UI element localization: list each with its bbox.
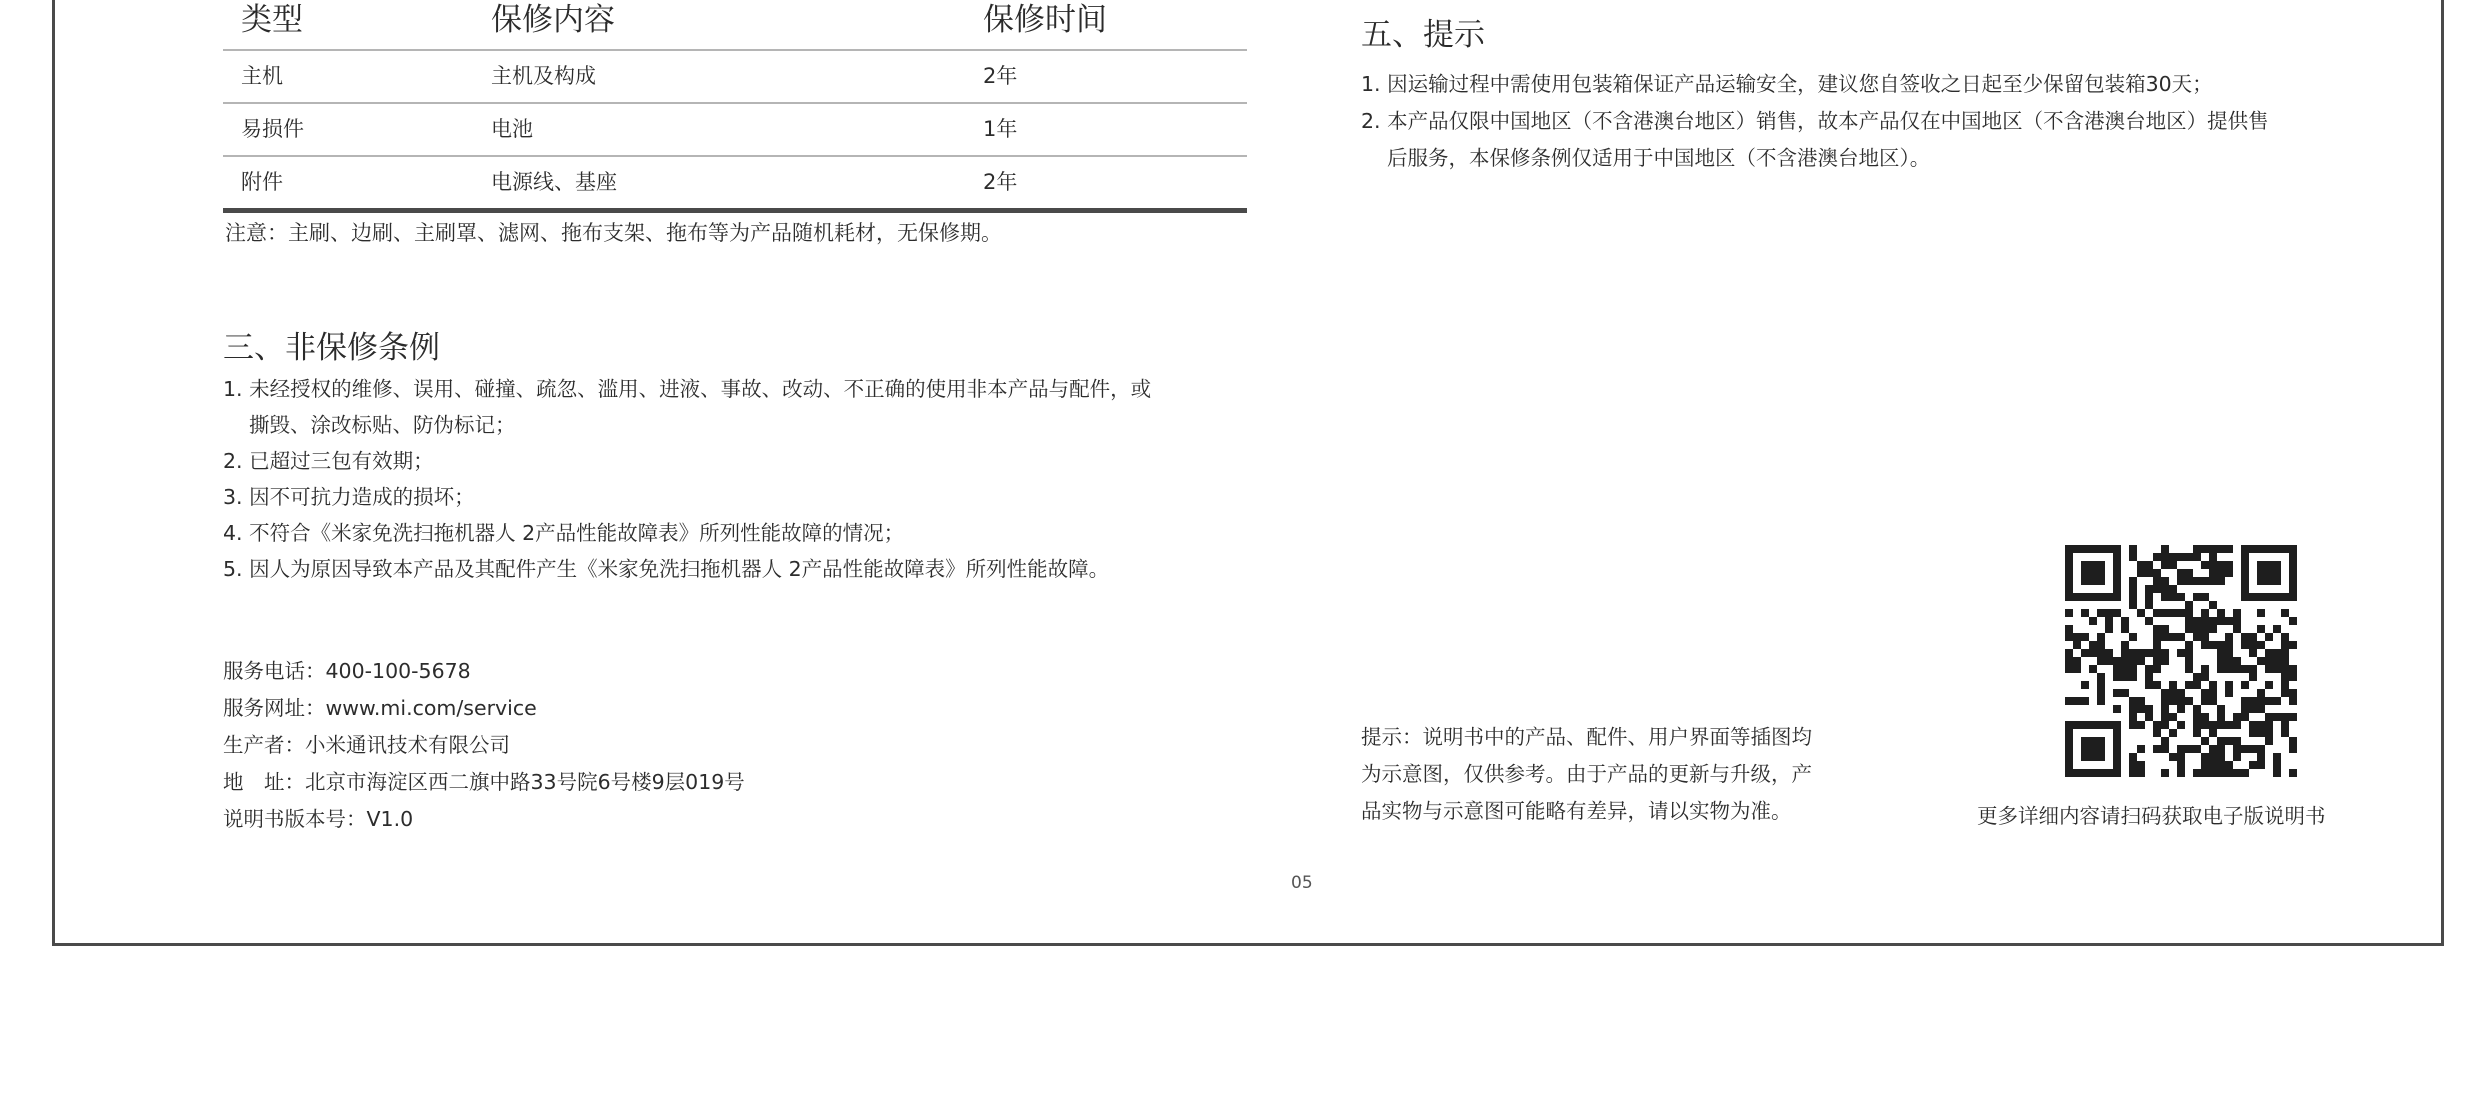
tip-line: 为示意图，仅供参考。由于产品的更新与升级，产 bbox=[1361, 762, 1812, 786]
list-item: 后服务，本保修条例仅适用于中国地区（不含港澳台地区）。 bbox=[1387, 146, 1931, 170]
table-row bbox=[223, 104, 1247, 157]
row-period: 2年 bbox=[983, 64, 1018, 88]
row-type: 主机 bbox=[241, 64, 283, 88]
section-title: 五、提示 bbox=[1361, 17, 1485, 53]
qr-caption: 更多详细内容请扫码获取电子版说明书 bbox=[1977, 804, 2326, 828]
warranty-table bbox=[223, 0, 1247, 213]
address: 地 址：北京市海淀区西二旗中路33号院6号楼9层019号 bbox=[223, 770, 745, 794]
row-period: 2年 bbox=[983, 170, 1018, 194]
table-row bbox=[223, 157, 1247, 213]
manual-version: 说明书版本号：V1.0 bbox=[223, 807, 414, 831]
service-website: 服务网址：www.mi.com/service bbox=[223, 696, 537, 720]
list-item: 1. 未经授权的维修、误用、碰撞、疏忽、滥用、进液、事故、改动、不正确的使用非本产品与配件，或 bbox=[223, 377, 1152, 401]
manufacturer: 生产者：小米通讯技术有限公司 bbox=[223, 733, 510, 757]
table-header bbox=[223, 0, 1247, 51]
list-item: 2. 本产品仅限中国地区（不含港澳台地区）销售，故本产品仅在中国地区（不含港澳台地区）提供售 bbox=[1361, 109, 2269, 133]
page-number: 05 bbox=[1291, 873, 1313, 893]
non-warranty-section bbox=[223, 322, 1263, 587]
header-type: 类型 bbox=[241, 2, 303, 38]
row-content: 主机及构成 bbox=[491, 64, 596, 88]
consumables-note: 注意：主刷、边刷、主刷罩、滤网、拖布支架、拖布等为产品随机耗材，无保修期。 bbox=[225, 221, 1002, 245]
tips-section bbox=[1361, 9, 2421, 177]
service-phone: 服务电话：400-100-5678 bbox=[223, 659, 471, 683]
tip-line: 品实物与示意图可能略有差异，请以实物为准。 bbox=[1361, 799, 1792, 823]
list-item: 撕毁、涂改标贴、防伪标记； bbox=[249, 413, 516, 437]
section-title: 三、非保修条例 bbox=[223, 330, 440, 366]
row-content: 电源线、基座 bbox=[491, 170, 617, 194]
header-period: 保修时间 bbox=[983, 2, 1107, 38]
manual-page bbox=[52, 0, 2444, 946]
qr-finder-pattern bbox=[2069, 549, 2117, 597]
list-item: 5. 因人为原因导致本产品及其配件产生《米家免洗扫拖机器人 2产品性能故障表》所列性能故障。 bbox=[223, 557, 1110, 581]
header-content: 保修内容 bbox=[491, 2, 615, 38]
list-item: 1. 因运输过程中需使用包装箱保证产品运输安全，建议您自签收之日起至少保留包装箱30天； bbox=[1361, 72, 2213, 96]
row-period: 1年 bbox=[983, 117, 1018, 141]
list-item: 4. 不符合《米家免洗扫拖机器人 2产品性能故障表》所列性能故障的情况； bbox=[223, 521, 905, 545]
qr-finder-pattern bbox=[2069, 725, 2117, 773]
row-type: 附件 bbox=[241, 170, 283, 194]
qr-code-icon[interactable] bbox=[2065, 545, 2297, 777]
table-row bbox=[223, 51, 1247, 104]
row-type: 易损件 bbox=[241, 117, 304, 141]
row-content: 电池 bbox=[491, 117, 533, 141]
qr-finder-pattern bbox=[2245, 549, 2293, 597]
contact-info bbox=[223, 653, 1123, 838]
tip-line: 提示：说明书中的产品、配件、用户界面等插图均 bbox=[1361, 725, 1812, 749]
illustration-tip bbox=[1361, 719, 1921, 830]
qr-code-graphic bbox=[2065, 545, 2297, 777]
list-item: 2. 已超过三包有效期； bbox=[223, 449, 434, 473]
list-item: 3. 因不可抗力造成的损坏； bbox=[223, 485, 475, 509]
